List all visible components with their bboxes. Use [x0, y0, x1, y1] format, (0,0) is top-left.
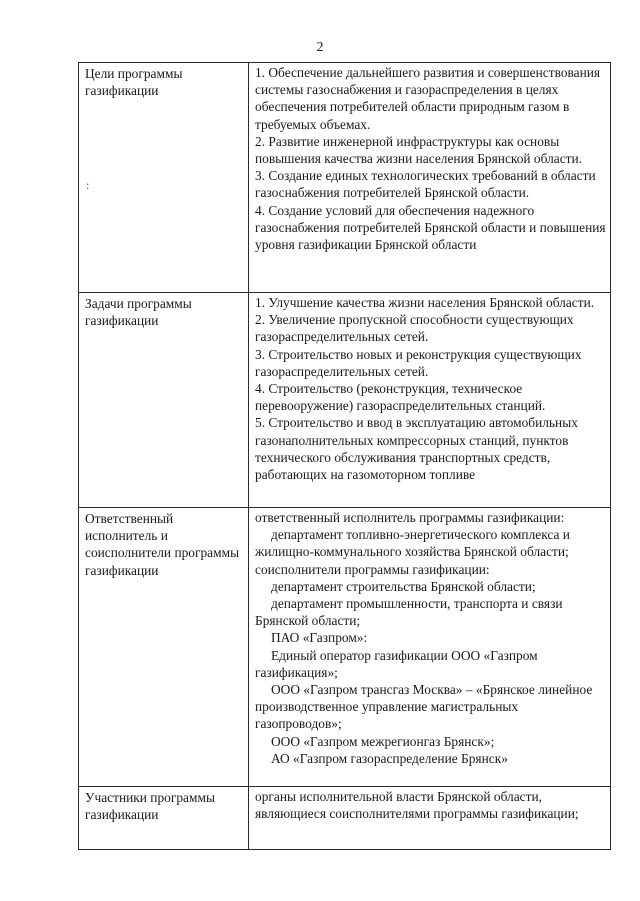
row-content-tasks: [249, 293, 611, 508]
stray-mark: :: [86, 178, 90, 192]
table-row-tasks: [79, 293, 611, 508]
row-content-goals: [249, 63, 611, 293]
program-passport-table: [78, 62, 611, 850]
task-item: 3. Строительство новых и реконструкция существующих газораспределительных сетей.: [255, 346, 582, 379]
executor-item: ПАО «Газпром»:: [271, 630, 368, 646]
goal-item: 2. Развитие инженерной инфраструктуры как основы повышения качества жизни населения Брянской области.: [255, 133, 583, 167]
goal-item: 3. Создание единых технологических требований в области газоснабжения потребителей Брянской области.: [255, 168, 596, 201]
task-item: 2. Увеличение пропускной способности существующих газораспределительных сетей.: [255, 312, 574, 345]
executor-item: АО «Газпром газораспределение Брянск»: [271, 750, 508, 766]
row-label-executors: Ответственный исполнитель и соисполнители программы газификации: [79, 508, 249, 787]
row-label-goals: Цели программы газификации: [79, 63, 249, 293]
executor-item: Единый оператор газификации ООО «Газпром газификация»;: [255, 647, 538, 680]
executor-item: департамент промышленности, транспорта и связи Брянской области;: [255, 596, 563, 629]
table-row-participants: [79, 787, 611, 850]
participant-item: органы исполнительной власти Брянской области, являющиеся соисполнителями программы газификации;: [255, 789, 579, 822]
task-item: 1. Улучшение качества жизни населения Брянской области.: [255, 295, 595, 310]
executor-item: соисполнители программы газификации:: [255, 561, 490, 577]
page-number: 2: [316, 40, 324, 55]
executor-item: ООО «Газпром трансгаз Москва» – «Брянское линейное производственное управление магистральных газопроводов»;: [255, 682, 593, 732]
table-row-executors: [79, 508, 611, 787]
goal-item: 4. Создание условий для обеспечения надежного газоснабжения потребителей Брянской области и повышения уровня газификации Брянской области: [255, 202, 606, 253]
executor-item: департамент строительства Брянской области;: [271, 578, 536, 594]
goal-item: 1. Обеспечение дальнейшего развития и совершенствования системы газоснабжения и газораспределения в целях обеспечения потребителей области природным газом в требуемых объемах.: [255, 65, 601, 132]
executor-item: ООО «Газпром межрегионгаз Брянск»;: [271, 733, 495, 749]
row-label-tasks: Задачи программы газификации: [79, 293, 249, 508]
row-label-participants: Участники программы газификации: [79, 787, 249, 850]
row-content-executors: [249, 508, 611, 787]
task-item: 4. Строительство (реконструкция, техническое перевооружение) газораспределительных станций.: [255, 381, 546, 414]
task-item: 5. Строительство и ввод в эксплуатацию автомобильных газонаполнительных компрессорных станций, пунктов технического обслуживания транспортных средств, работающих на газомоторном топливе: [255, 415, 578, 483]
table-row-goals: [79, 63, 611, 293]
executor-item: ответственный исполнитель программы газификации:: [255, 510, 565, 525]
executor-item: департамент топливно-энергетического комплекса и жилищно-коммунального хозяйства Брянской области;: [255, 527, 570, 560]
row-content-participants: [249, 787, 611, 850]
